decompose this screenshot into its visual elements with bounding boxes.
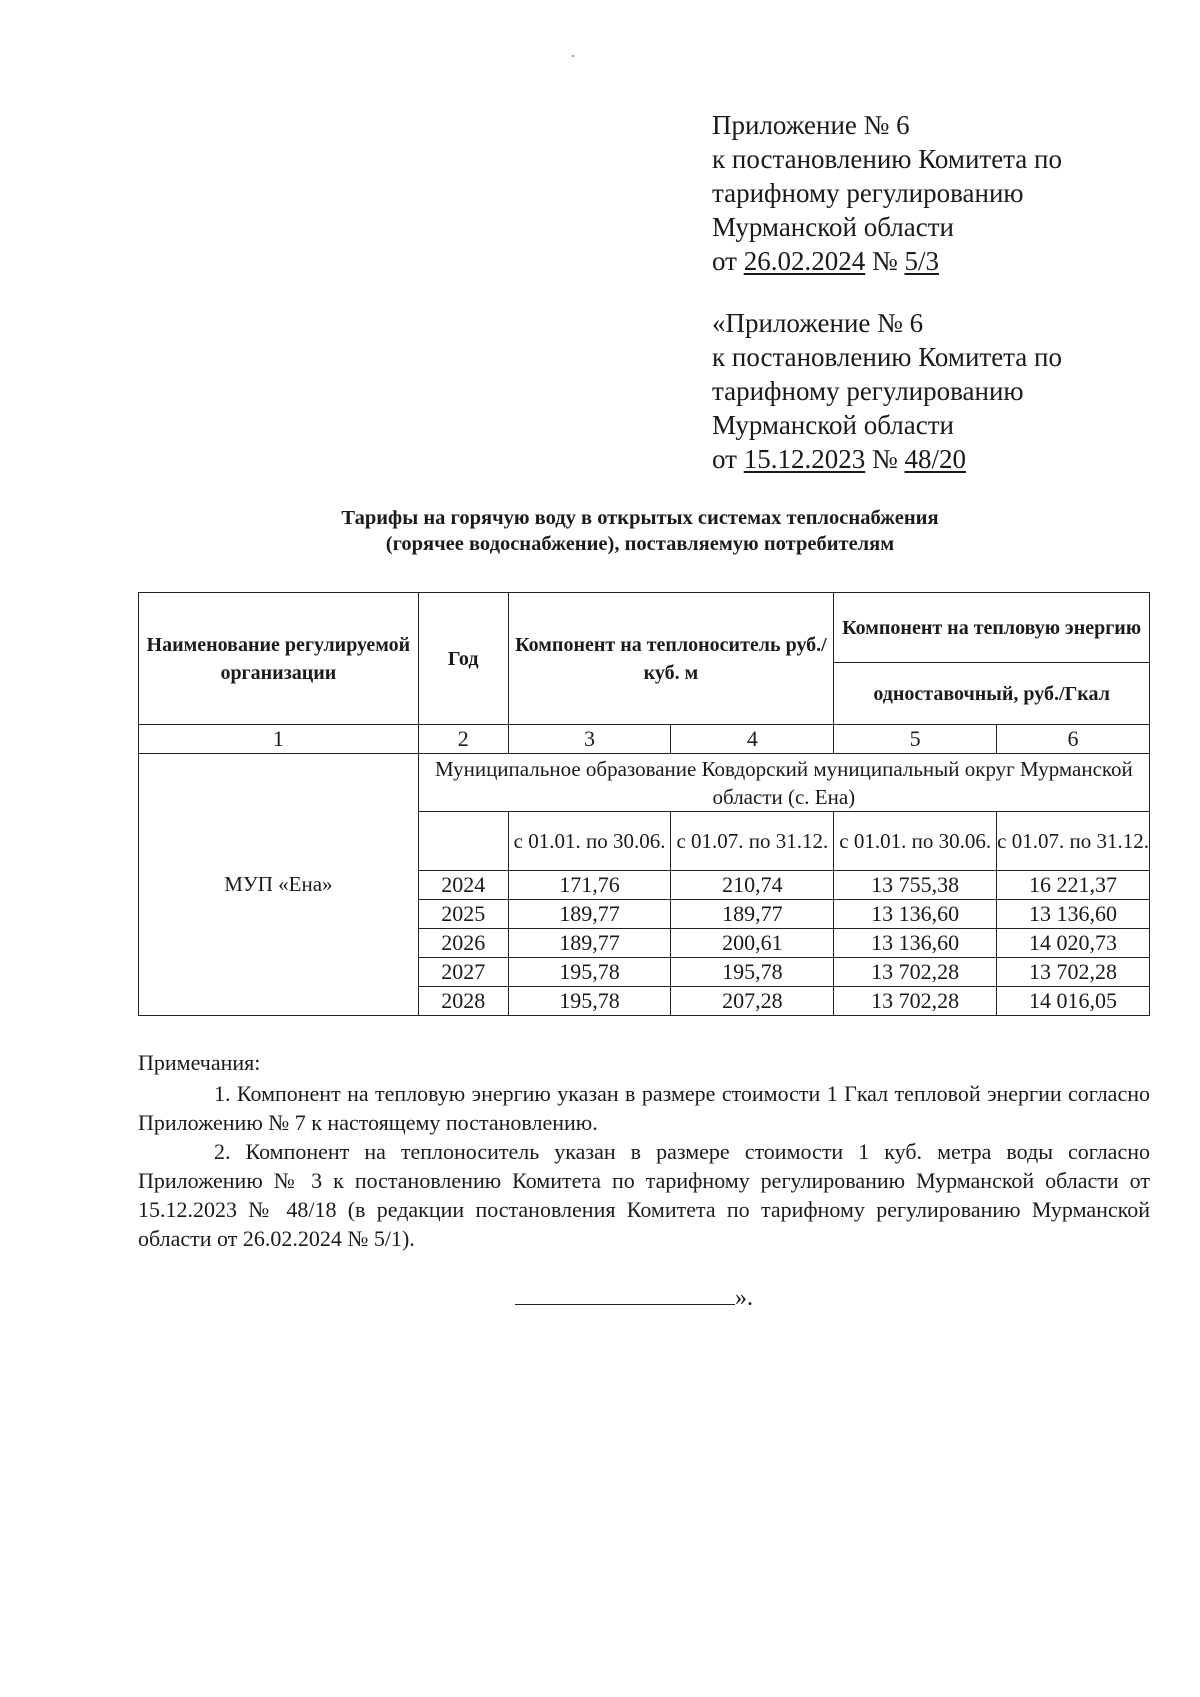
value-cell: 195,78	[508, 987, 671, 1016]
value-cell: 13 702,28	[997, 958, 1150, 987]
col-number: 2	[418, 725, 508, 754]
value-cell: 14 016,05	[997, 987, 1150, 1016]
appendix-date-line	[712, 244, 1062, 278]
title-line1: Тарифы на горячую воду в открытых системах теплоснабжения	[341, 507, 939, 529]
number-prefix: №	[865, 444, 905, 474]
original-title: «Приложение № 6	[712, 308, 924, 338]
closing-quote: ».	[735, 1285, 753, 1311]
header-heat-component: Компонент на тепловую энергию	[834, 593, 1150, 663]
appendix-header	[712, 108, 1062, 278]
header-carrier-component: Компонент на теплоноситель руб./куб. м	[508, 593, 834, 725]
note-1: 1. Компонент на тепловую энергию указан в размере стоимости 1 Гкал тепловой энергии согласно Приложению № 7 к настоящему постановлению.	[138, 1081, 1150, 1135]
period-cell: с 01.01. по 30.06.	[508, 812, 671, 871]
value-cell: 207,28	[671, 987, 834, 1016]
col-number: 6	[997, 725, 1150, 754]
date-prefix: от	[712, 246, 744, 276]
value-cell: 16 221,37	[997, 871, 1150, 900]
note-2: 2. Компонент на теплоноситель указан в размере стоимости 1 куб. метра воды согласно Приложению № 3 к постановлению Комитета по тарифному регулированию Мурманской области от 15.12.2023 № 48/18 (в редакции постановления Комитета по тарифному регулированию Мурманской области от 26.02.2024 № 5/1).	[138, 1139, 1150, 1251]
value-cell: 13 136,60	[997, 900, 1150, 929]
value-cell: 13 136,60	[834, 929, 997, 958]
closing-mark	[515, 1285, 753, 1312]
appendix-number: 5/3	[904, 246, 939, 276]
closing-line	[515, 1286, 735, 1305]
header-year: Год	[418, 593, 508, 725]
year-cell: 2024	[418, 871, 508, 900]
appendix-line3: тарифному регулированию	[712, 178, 1024, 208]
scan-artifact	[572, 55, 574, 57]
original-date: 15.12.2023	[743, 444, 866, 474]
appendix-date: 26.02.2024	[743, 246, 866, 276]
col-number: 1	[139, 725, 419, 754]
appendix-title: Приложение № 6	[712, 110, 910, 140]
year-cell: 2028	[418, 987, 508, 1016]
header-org: Наименование регулируемой организации	[139, 593, 419, 725]
original-line4: Мурманской области	[712, 410, 954, 440]
original-line2: к постановлению Комитета по	[712, 342, 1062, 372]
value-cell: 195,78	[671, 958, 834, 987]
year-cell: 2026	[418, 929, 508, 958]
period-cell: с 01.01. по 30.06.	[834, 812, 997, 871]
col-number: 5	[834, 725, 997, 754]
original-line3: тарифному регулированию	[712, 376, 1024, 406]
notes-title: Примечания:	[138, 1050, 261, 1075]
value-cell: 13 755,38	[834, 871, 997, 900]
value-cell: 13 702,28	[834, 987, 997, 1016]
organization-name: МУП «Ена»	[139, 754, 419, 1016]
header-heat-rate: одноставочный, руб./Гкал	[834, 663, 1150, 725]
value-cell: 14 020,73	[997, 929, 1150, 958]
original-header	[712, 306, 1062, 476]
original-number: 48/20	[904, 444, 966, 474]
value-cell: 13 136,60	[834, 900, 997, 929]
notes-section	[138, 1048, 1150, 1253]
appendix-line2: к постановлению Комитета по	[712, 144, 1062, 174]
original-date-line	[712, 442, 1062, 476]
value-cell: 195,78	[508, 958, 671, 987]
value-cell: 171,76	[508, 871, 671, 900]
period-cell: с 01.07. по 31.12.	[997, 812, 1150, 871]
year-cell: 2025	[418, 900, 508, 929]
number-prefix: №	[865, 246, 905, 276]
title-line2: (горячее водоснабжение), поставляемую потребителям	[385, 533, 895, 555]
municipality-row: Муниципальное образование Ковдорский муниципальный округ Мурманской области (с. Ена)	[418, 754, 1149, 812]
value-cell: 200,61	[671, 929, 834, 958]
period-year-blank	[418, 812, 508, 871]
col-number: 4	[671, 725, 834, 754]
document-title	[140, 505, 1140, 557]
col-number: 3	[508, 725, 671, 754]
period-cell: с 01.07. по 31.12.	[671, 812, 834, 871]
value-cell: 189,77	[508, 929, 671, 958]
value-cell: 210,74	[671, 871, 834, 900]
tariff-table	[138, 592, 1150, 1016]
appendix-line4: Мурманской области	[712, 212, 954, 242]
value-cell: 189,77	[671, 900, 834, 929]
year-cell: 2027	[418, 958, 508, 987]
value-cell: 189,77	[508, 900, 671, 929]
value-cell: 13 702,28	[834, 958, 997, 987]
date-prefix: от	[712, 444, 744, 474]
